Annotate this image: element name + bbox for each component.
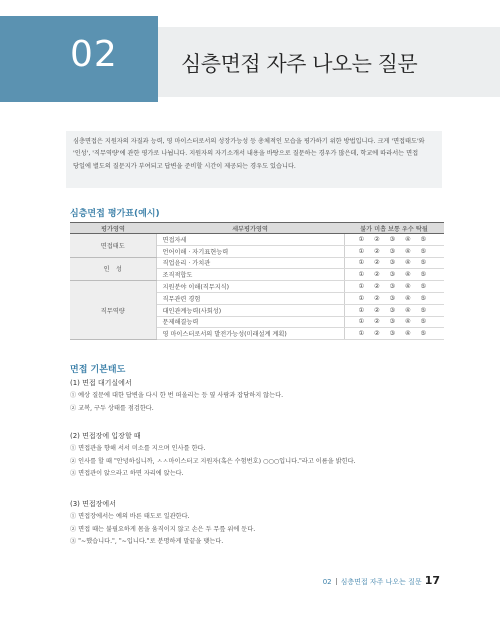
chapter-number: 02 [70, 34, 118, 75]
intro-box [66, 131, 442, 188]
score-cell: ① ② ③ ④ ⑤ [344, 328, 444, 340]
basics-heading: 면접 기본태도 [70, 365, 126, 375]
section-title: (3) 면접장에서 [70, 500, 116, 508]
section-body [70, 511, 255, 549]
column-header: 세부평가영역 [156, 223, 344, 234]
item-cell: 언어이해 · 자기표현능력 [156, 245, 344, 257]
item-cell: 면접자세 [156, 234, 344, 246]
evaluation-table [70, 222, 444, 340]
score-cell: ① ② ③ ④ ⑤ [344, 304, 444, 316]
score-cell: ① ② ③ ④ ⑤ [344, 316, 444, 328]
footer-title: 심층면접 자주 나오는 질문 [340, 578, 422, 586]
table-row [70, 281, 444, 293]
item-cell: 지원분야 이해(직무지식) [156, 281, 344, 293]
body-line: ① 예상 질문에 대한 답변을 다시 한 번 떠올리는 등 옆 사람과 잡담하지 않는다. [70, 392, 284, 399]
body-line: ② 교복, 구두 상태를 점검한다. [70, 404, 154, 412]
score-cell: ① ② ③ ④ ⑤ [344, 281, 444, 293]
category-cell: 인 성 [70, 257, 156, 281]
body-line: ① 면접관을 향해 서서 미소를 지으며 인사를 한다. [70, 445, 206, 452]
body-line: ② 인사를 할 때 "안녕하십니까, ㅅㅅ마이스터고 지원자(혹은 수험번호) ○○○입니다."라고 이름을 밝힌다. [70, 457, 356, 465]
table-row [70, 234, 444, 246]
page-number: 17 [424, 574, 440, 587]
intro-text: 심층면접은 지원자의 자질과 능력, 영 마이스터로서의 성장가능성 등 총체적인 모습을 평가하기 위한 방법입니다. 크게 '면접태도'와 '인성', '직무역량'에 관한 평가로 나뉩니다. 지원자의 자기소개서 내용을 바탕으로 질문하는 경우가 많은데, 학교에 따라서는 면접 당일에 별도의 질문지가 부여되고 답변을 준비할 시간이 제공되는 경우도 있습니다. [73, 138, 425, 170]
body-line: ③ "~했습니다.", "~입니다."로 분명하게 말끝을 맺는다. [70, 538, 224, 546]
footer-chapter: 02 [322, 578, 332, 586]
table-header-row [70, 223, 444, 234]
section-title: (2) 면접장에 입장할 때 [70, 432, 141, 440]
section-body [70, 443, 356, 481]
category-cell: 면접태도 [70, 234, 156, 258]
item-cell: 문제해결능력 [156, 316, 344, 328]
item-cell: 영 마이스터로서의 발전가능성(미래설계 계획) [156, 328, 344, 340]
item-cell: 직무관련 경험 [156, 292, 344, 304]
score-cell: ① ② ③ ④ ⑤ [344, 245, 444, 257]
section-title: (1) 면접 대기실에서 [70, 379, 132, 387]
body-line: ② 면접 때는 불필요하게 몸을 움직이지 않고 손은 두 무릎 위에 둔다. [70, 525, 256, 533]
section-body [70, 390, 283, 415]
column-header: 평가영역 [70, 223, 156, 234]
body-line: ③ 면접관이 앉으라고 하면 자리에 앉는다. [70, 470, 184, 478]
item-cell: 직업윤리 · 가치관 [156, 257, 344, 269]
page-title: 심층면접 자주 나오는 질문 [181, 52, 418, 76]
score-cell: ① ② ③ ④ ⑤ [344, 234, 444, 246]
evaluation-heading: 심층면접 평가표(예시) [70, 209, 160, 219]
footer-divider [336, 578, 337, 585]
column-header: 불가 미흡 보통 우수 탁월 [344, 223, 444, 234]
score-cell: ① ② ③ ④ ⑤ [344, 292, 444, 304]
item-cell: 조직적합도 [156, 269, 344, 281]
page-footer [323, 574, 440, 587]
score-cell: ① ② ③ ④ ⑤ [344, 257, 444, 269]
score-cell: ① ② ③ ④ ⑤ [344, 269, 444, 281]
item-cell: 대인관계능력(사회성) [156, 304, 344, 316]
table-row [70, 257, 444, 269]
body-line: ① 면접장에서는 예의 바른 태도로 일관한다. [70, 513, 190, 520]
category-cell: 직무역량 [70, 281, 156, 340]
